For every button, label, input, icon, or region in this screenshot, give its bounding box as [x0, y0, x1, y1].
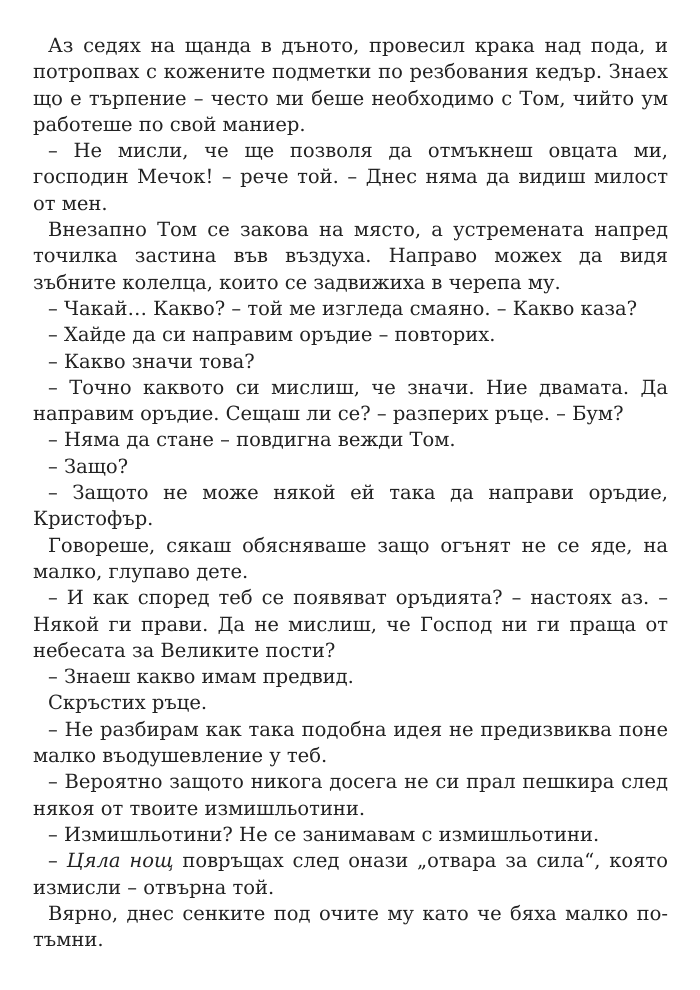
- paragraph-6: – Какво значи това?: [48, 349, 255, 373]
- paragraph-9: – Защо?: [48, 454, 129, 478]
- paragraph-10: – Защото не може някой ей така да направи оръдие, Кристофър.: [33, 481, 668, 531]
- paragraph-15: – Не разбирам как така подобна идея не предизвиква поне малко въодушевление у теб.: [33, 717, 668, 768]
- paragraph-8: – Няма да стане – повдигна вежди Том.: [48, 428, 456, 452]
- paragraph-5: – Хайде да си направим оръдие – повторих.: [48, 323, 496, 347]
- book-page: [33, 33, 668, 953]
- paragraph-12: – И как според теб се появяват оръдията? – настоях аз. – Някой ги прави. Да не мислиш, че Господ ни ги праща от небесата за Великите пости?: [33, 586, 668, 662]
- paragraph-7: – Точно каквото си мислиш, че значи. Ние двамата. Да направим оръдие. Сещаш ли се? – разперих ръце. – Бум?: [33, 375, 668, 426]
- paragraph-3: Внезапно Том се закова на място, а устремената напред точилка застина във въздуха. Направо можех да видя зъбните колелца, които се задвижиха в черепа му.: [33, 218, 668, 294]
- paragraph-1: Аз седях на щанда в дъното, провесил крака над пода, и потропвах с кожените подметки по резбования кедър. Знаех що е търпение – често ми беше необходимо с Том, чийто ум работеше по свой маниер.: [33, 34, 668, 136]
- paragraph-2: – Не мисли, че ще позволя да отмъкнеш овцата ми, господин Мечок! – рече той. – Днес няма да видиш милост от мен.: [33, 139, 668, 215]
- paragraph-19: Вярно, днес сенките под очите му като че бяха малко по-тъмни.: [33, 901, 668, 952]
- paragraph-18-rest: повръщах след онази „отвара за сила“, която измисли – отвърна той.: [33, 849, 669, 899]
- paragraph-18-lead: –: [48, 849, 67, 873]
- paragraph-16: – Вероятно защото никога досега не си прал пешкира след някоя от твоите измишльотини.: [33, 770, 668, 820]
- paragraph-13: – Знаеш какво имам предвид.: [48, 665, 354, 689]
- paragraph-18: [33, 848, 668, 901]
- paragraph-4: – Чакай… Какво? – той ме изгледа смаяно. – Какво каза?: [48, 296, 638, 320]
- paragraph-18-emphasis: Цяла нощ: [66, 849, 174, 873]
- paragraph-17: – Измишльотини? Не се занимавам с измишльотини.: [48, 822, 600, 846]
- paragraph-14: Скръстих ръце.: [48, 691, 208, 715]
- paragraph-11: Говореше, сякаш обясняваше защо огънят не се яде, на малко, глупаво дете.: [33, 533, 668, 583]
